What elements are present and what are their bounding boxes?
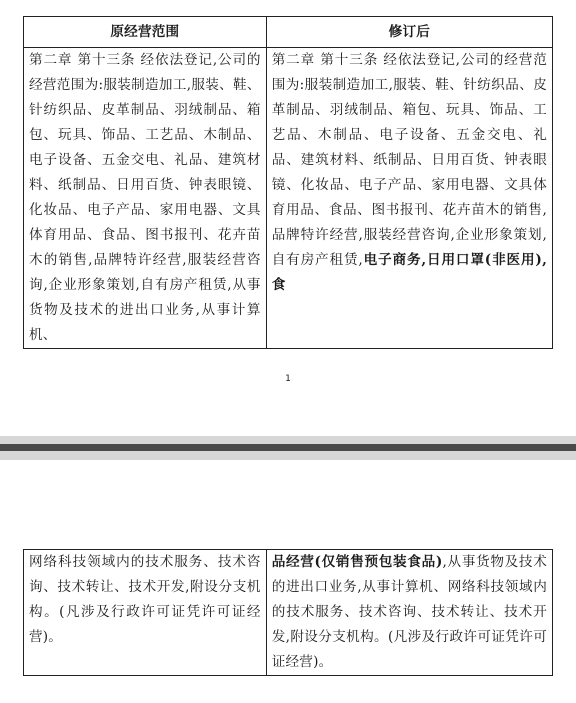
original-scope-cell-continued bbox=[24, 550, 267, 676]
page-number: 1 bbox=[285, 374, 291, 384]
revised-scope-text-continued: ,从事货物及技术的进出口业务,从事计算机、网络科技领域内的技术服务、技术咨询、技术转让、技术开发,附设分支机构。(凡涉及行政许可证凭许可证经营)。 bbox=[271, 554, 548, 670]
header-original-scope: 原经营范围 bbox=[24, 17, 267, 48]
revised-scope-cell-continued bbox=[266, 550, 552, 676]
business-scope-table-continued bbox=[23, 549, 553, 676]
revised-scope-text: 第二章 第十三条 经依法登记,公司的经营范围为:服装制造加工,服装、鞋、针纺织品、皮革制品、羽绒制品、箱包、玩具、饰品、工艺品、木制品、电子设备、五金交电、礼品、建筑材料、纸制品、日用百货、钟表眼镜、化妆品、电子产品、家用电器、文具体育用品、食品、图书报刊、花卉苗木的销售,品牌特许经营,服装经营咨询,企业形象策划,自有房产租赁, bbox=[271, 52, 547, 268]
header-revised: 修订后 bbox=[266, 17, 552, 48]
revised-scope-added-text-continued: 品经营(仅销售预包装食品) bbox=[271, 554, 443, 570]
revised-scope-added-text: 电子商务,日用口罩(非医用),食 bbox=[271, 252, 547, 293]
document-page-2 bbox=[0, 460, 576, 703]
original-scope-text: 第二章 第十三条 经依法登记,公司的经营范围为:服装制造加工,服装、鞋、针纺织品、皮革制品、羽绒制品、箱包、玩具、饰品、工艺品、木制品、电子设备、五金交电、礼品、建筑材料、纸制品、日用百货、钟表眼镜、化妆品、电子产品、家用电器、文具体育用品、食品、图书报刊、花卉苗木的销售,品牌特许经营,服装经营咨询,企业形象策划,自有房产租赁,从事货物及技术的进出口业务,从事计算机、 bbox=[29, 52, 261, 343]
original-scope-text-continued: 网络科技领域内的技术服务、技术咨询、技术转让、技术开发,附设分支机构。(凡涉及行政许可证凭许可证经营)。 bbox=[29, 554, 261, 645]
original-scope-cell bbox=[24, 48, 267, 349]
revised-scope-cell bbox=[266, 48, 552, 349]
page-separator bbox=[0, 436, 576, 460]
business-scope-table bbox=[23, 16, 553, 349]
